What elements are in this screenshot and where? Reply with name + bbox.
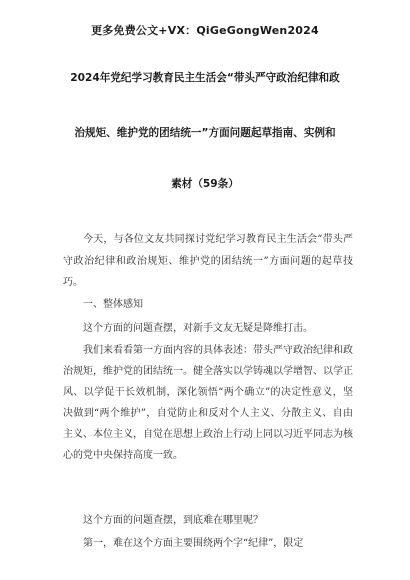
difficulty-paragraph: 这个方面的问题查摆，对新手文友无疑是降维打击。 xyxy=(83,323,313,334)
question-paragraph: 这个方面的问题查摆，到底难在哪里呢？ xyxy=(83,515,263,526)
document-title-line-3: 素材（59条） xyxy=(171,178,239,190)
section-heading: 一、整体感知 xyxy=(83,299,143,310)
watermark-header: 更多免费公文+VX：QiGeGongWen2024 xyxy=(91,24,319,37)
document-title-line-2: 治规矩、维护党的团结统一”方面问题起草指南、实例和 xyxy=(74,127,336,139)
content-paragraph: 我们来看看第一方面内容的具体表述：带头严守政治纪律和政治规矩，维护党的团结统一。健全落实以学铸魂以学增智、以学正风、以学促干长效机制，深化领悟“两个确立”的决定性意义，坚决做到“两个维护”，自觉防止和反对个人主义、分散主义、自由主义、本位主义，自觉在思想上政治上行动上同以习近平同志为核心的党中央保持高度一致。 xyxy=(63,345,353,461)
intro-paragraph: 今天，与各位文友共同探讨党纪学习教育民主生活会“带头严守政治纪律和政治规矩、维护党的团结统一”方面问题的起草技巧。 xyxy=(63,234,353,288)
first-point-paragraph: 第一，难在这个方面主要围绕两个字“纪律”，限定 xyxy=(83,538,304,549)
document-title-line-1: 2024年党纪学习教育民主生活会“带头严守政治纪律和政 xyxy=(70,72,340,84)
